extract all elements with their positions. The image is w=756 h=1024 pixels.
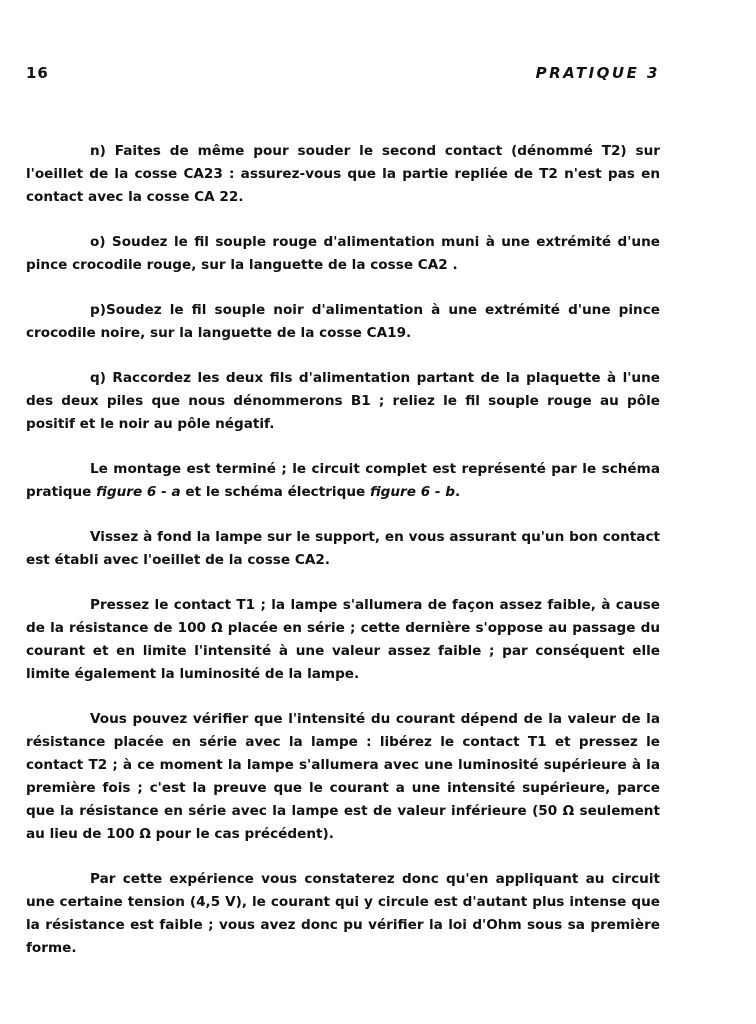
- body-text: [26, 140, 660, 982]
- paragraph-vissez: Vissez à fond la lampe sur le support, en vous assurant qu'un bon contact est établi avec l'oeillet de la cosse CA2.: [26, 529, 660, 568]
- running-title: PRATIQUE 3: [535, 64, 660, 82]
- paragraph-montage-termine: [26, 458, 660, 504]
- figure-reference: figure 6 - b: [369, 484, 456, 500]
- paragraph-text: Le montage est terminé ; le circuit complet est représenté par le schéma pratique: [26, 461, 660, 500]
- paragraph-pressez: Pressez le contact T1 ; la lampe s'allumera de façon assez faible, à cause de la résistance de 100 Ω placée en série ; cette dernière s'oppose au passage du courant et en limite l'intensité à une valeur assez faible ; par conséquent elle limite également la luminosité de la lampe.: [26, 597, 660, 682]
- paragraph-text: .: [455, 484, 461, 500]
- paragraph-step-n: n) Faites de même pour souder le second contact (dénommé T2) sur l'oeillet de la cosse CA23 : assurez-vous que la partie repliée de T2 n'est pas en contact avec la cosse CA 22.: [26, 143, 660, 205]
- figure-reference: figure 6 - a: [96, 484, 181, 500]
- paragraph-verifier: Vous pouvez vérifier que l'intensité du courant dépend de la valeur de la résistance placée en série avec la lampe : libérez le contact T1 et pressez le contact T2 ; à ce moment la lampe s'allumera avec une luminosité supérieure à la première fois ; c'est la preuve que le courant a une intensité supérieure, parce que la résistance en série avec la lampe est de valeur inférieure (50 Ω seulement au lieu de 100 Ω pour le cas précédent).: [26, 711, 660, 842]
- paragraph-step-q: q) Raccordez les deux fils d'alimentation partant de la plaquette à l'une des deux piles que nous dénommerons B1 ; reliez le fil souple rouge au pôle positif et le noir au pôle négatif.: [26, 370, 660, 432]
- paragraph-experience: Par cette expérience vous constaterez donc qu'en appliquant au circuit une certaine tension (4,5 V), le courant qui y circule est d'autant plus intense que la résistance est faible ; vous avez donc pu vérifier la loi d'Ohm sous sa première forme.: [26, 871, 660, 956]
- paragraph-step-o: o) Soudez le fil souple rouge d'alimentation muni à une extrémité d'une pince crocodile rouge, sur la languette de la cosse CA2 .: [26, 234, 660, 273]
- page-number: 16: [26, 64, 49, 82]
- paragraph-text: et le schéma électrique: [180, 484, 370, 500]
- page-header: [26, 64, 660, 86]
- paragraph-step-p: p)Soudez le fil souple noir d'alimentation à une extrémité d'une pince crocodile noire, sur la languette de la cosse CA19.: [26, 302, 660, 341]
